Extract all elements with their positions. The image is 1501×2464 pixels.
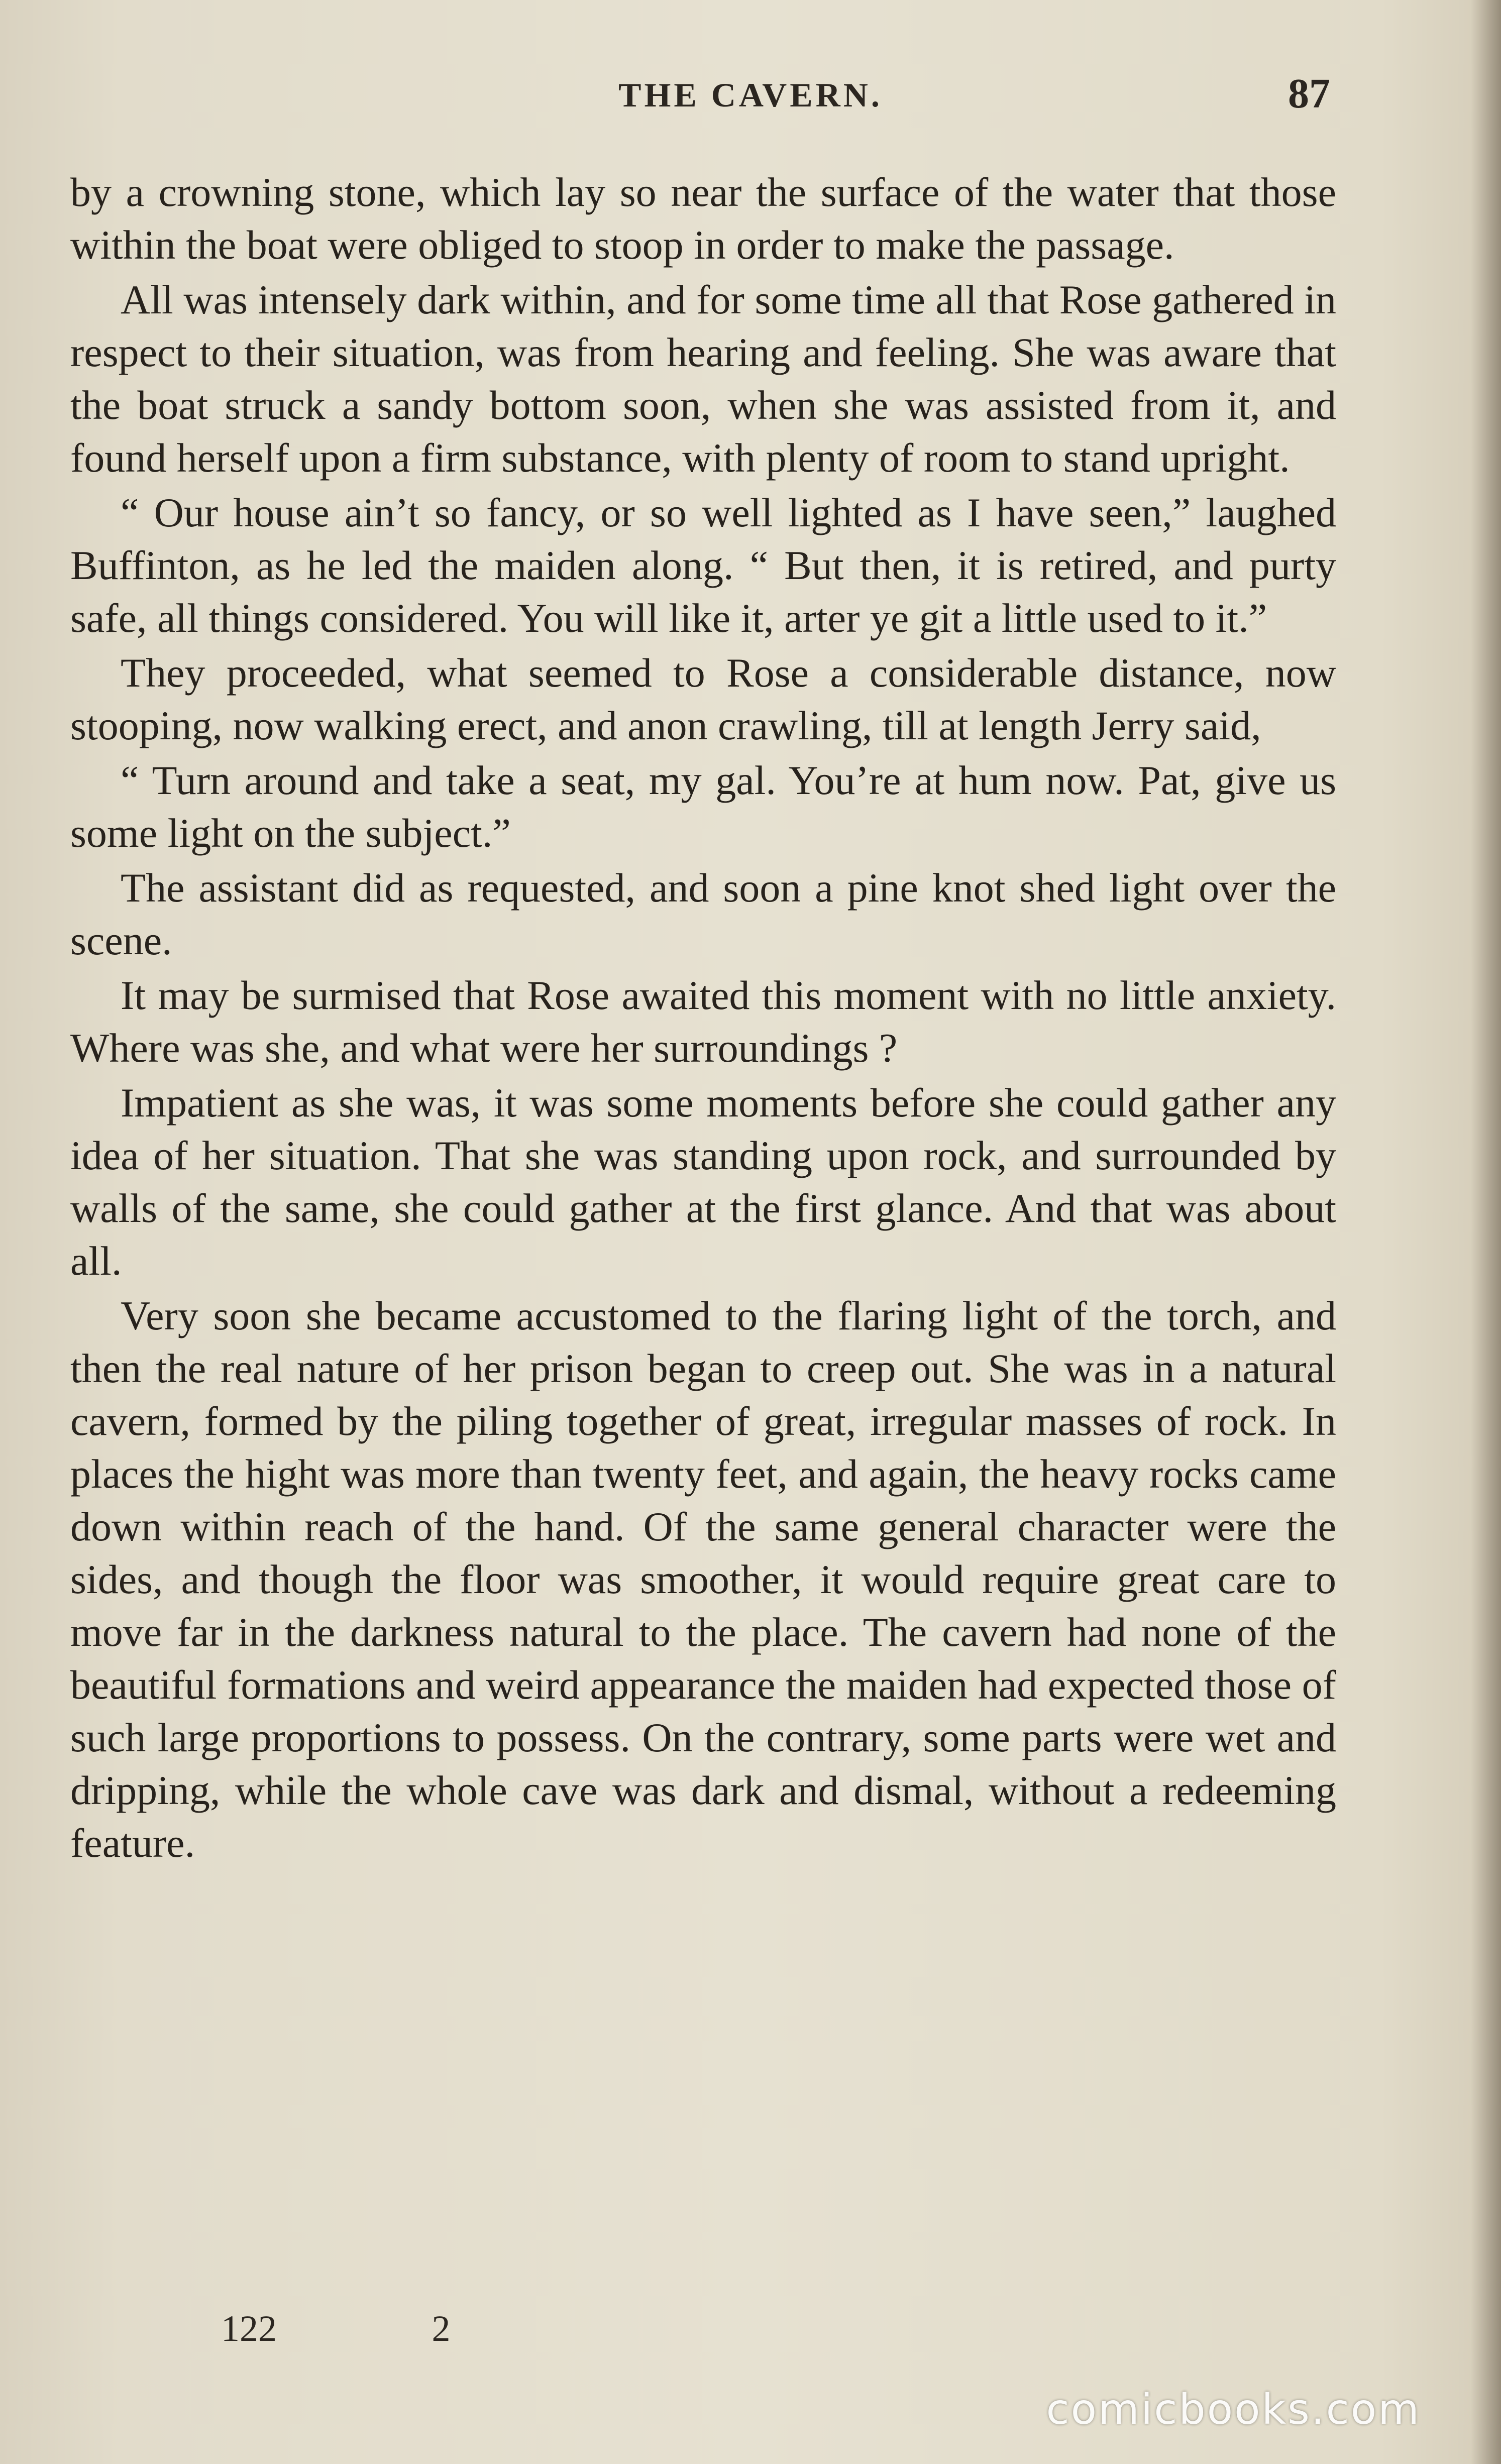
chapter-title: THE CAVERN.: [618, 76, 883, 114]
paragraph: Impatient as she was, it was some moments before she could gather any idea of her situation. That she was standing upon rock, and surrounded by walls of the same, she could gather at the first glance. And that was about all.: [70, 1080, 1336, 1284]
paragraph: All was intensely dark within, and for some time all that Rose gathered in respect to their situation, was from hearing and feeling. She was aware that the boat struck a sandy bottom soon, when she was assisted from it, and found herself upon a firm substance, with plenty of room to stand upright.: [70, 277, 1336, 481]
paragraph: “ Turn around and take a seat, my gal. You’re at hum now. Pat, give us some light on the subject.”: [70, 757, 1336, 856]
page-number: 87: [1288, 70, 1330, 117]
body-text: [70, 166, 1336, 1871]
paragraph: Very soon she became accustomed to the flaring light of the torch, and then the real nature of her prison began to creep out. She was in a natural cavern, formed by the piling together of great, irregular masses of rock. In places the hight was more than twenty feet, and again, the heavy rocks came down within reach of the hand. Of the same general character were the sides, and though the floor was smoother, it would require great care to move far in the darkness natural to the place. The cavern had none of the beautiful formations and weird appearance the maiden had expected those of such large proportions to possess. On the contrary, some parts were wet and dripping, while the whole cave was dark and dismal, without a redeeming feature.: [70, 1293, 1336, 1866]
running-head: [0, 70, 1501, 131]
signature-line: [221, 2308, 451, 2350]
paragraph: It may be surmised that Rose awaited this moment with no little anxiety. Where was she, and what were her surroundings ?: [70, 972, 1336, 1071]
paragraph-continued: by a crowning stone, which lay so near the surface of the water that those within the boat were obliged to stoop in order to make the passage.: [70, 169, 1336, 268]
signature-mark: 2: [432, 2308, 451, 2349]
footer-number: 122: [221, 2308, 277, 2349]
paragraph: They proceeded, what seemed to Rose a considerable distance, now stooping, now walking erect, and anon crawling, till at length Jerry said,: [70, 650, 1336, 748]
paragraph: “ Our house ain’t so fancy, or so well lighted as I have seen,” laughed Buffinton, as he led the maiden along. “ But then, it is retired, and purty safe, all things considered. You will like it, arter ye git a little used to it.”: [70, 490, 1336, 641]
paragraph: The assistant did as requested, and soon a pine knot shed light over the scene.: [70, 865, 1336, 963]
watermark: comicbooks.com: [1046, 2385, 1421, 2434]
